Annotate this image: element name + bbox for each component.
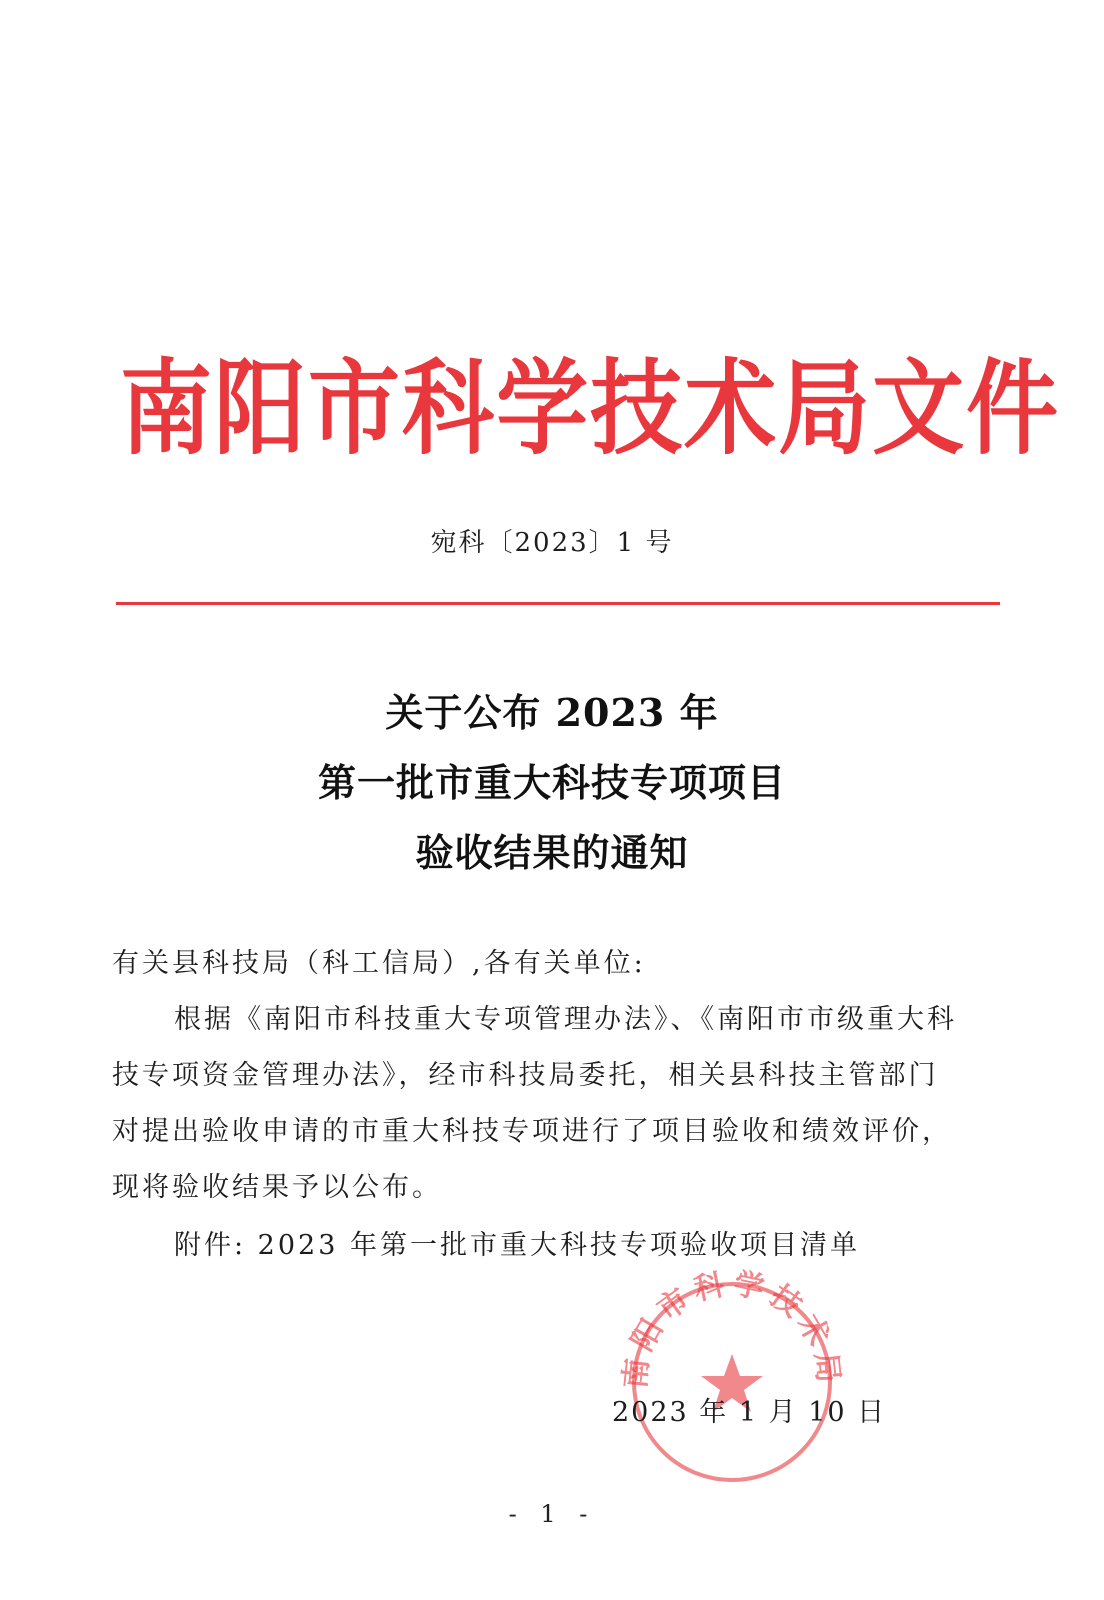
notice-title-line-3: 验收结果的通知	[415, 830, 689, 875]
masthead-char: 文	[872, 347, 967, 469]
paragraph-line: 对提出验收申请的市重大科技专项进行了项目验收和绩效评价，	[112, 1116, 952, 1147]
paragraph-line: 技专项资金管理办法》，经市科技局委托，相关县科技主管部门	[112, 1060, 939, 1091]
notice-title-line-2: 第一批市重大科技专项项目	[317, 760, 786, 805]
issue-date: 2023 年 1 月 10 日	[612, 1397, 887, 1428]
masthead-char: 南	[120, 347, 215, 469]
masthead-char: 阳	[214, 347, 309, 469]
masthead-char: 局	[778, 347, 873, 469]
paragraph-line: 现将验收结果予以公布。	[112, 1172, 442, 1203]
masthead-char: 科	[402, 347, 497, 469]
document-masthead	[120, 322, 1061, 479]
document-number: 宛科〔2023〕1 号	[430, 528, 674, 558]
red-separator-line	[116, 602, 1000, 605]
masthead-char: 学	[496, 347, 591, 469]
masthead-char: 术	[684, 347, 779, 469]
attachment-line: 附件: 2023 年第一批市重大科技专项验收项目清单	[174, 1230, 860, 1261]
official-seal-stamp	[612, 1262, 852, 1482]
page-number: - 1 -	[508, 1500, 596, 1528]
masthead-char: 件	[966, 347, 1061, 469]
masthead-char: 技	[590, 347, 685, 469]
svg-text:南阳市科学技术局: 南阳市科学技术局	[617, 1266, 847, 1391]
body-paragraph	[112, 1000, 982, 1224]
masthead-char: 市	[308, 347, 403, 469]
salutation: 有关县科技局（科工信局）,各有关单位:	[112, 948, 646, 979]
paragraph-line: 根据《南阳市科技重大专项管理办法》、《南阳市市级重大科	[174, 1004, 957, 1035]
notice-title-line-1: 关于公布 2023 年	[385, 690, 719, 735]
